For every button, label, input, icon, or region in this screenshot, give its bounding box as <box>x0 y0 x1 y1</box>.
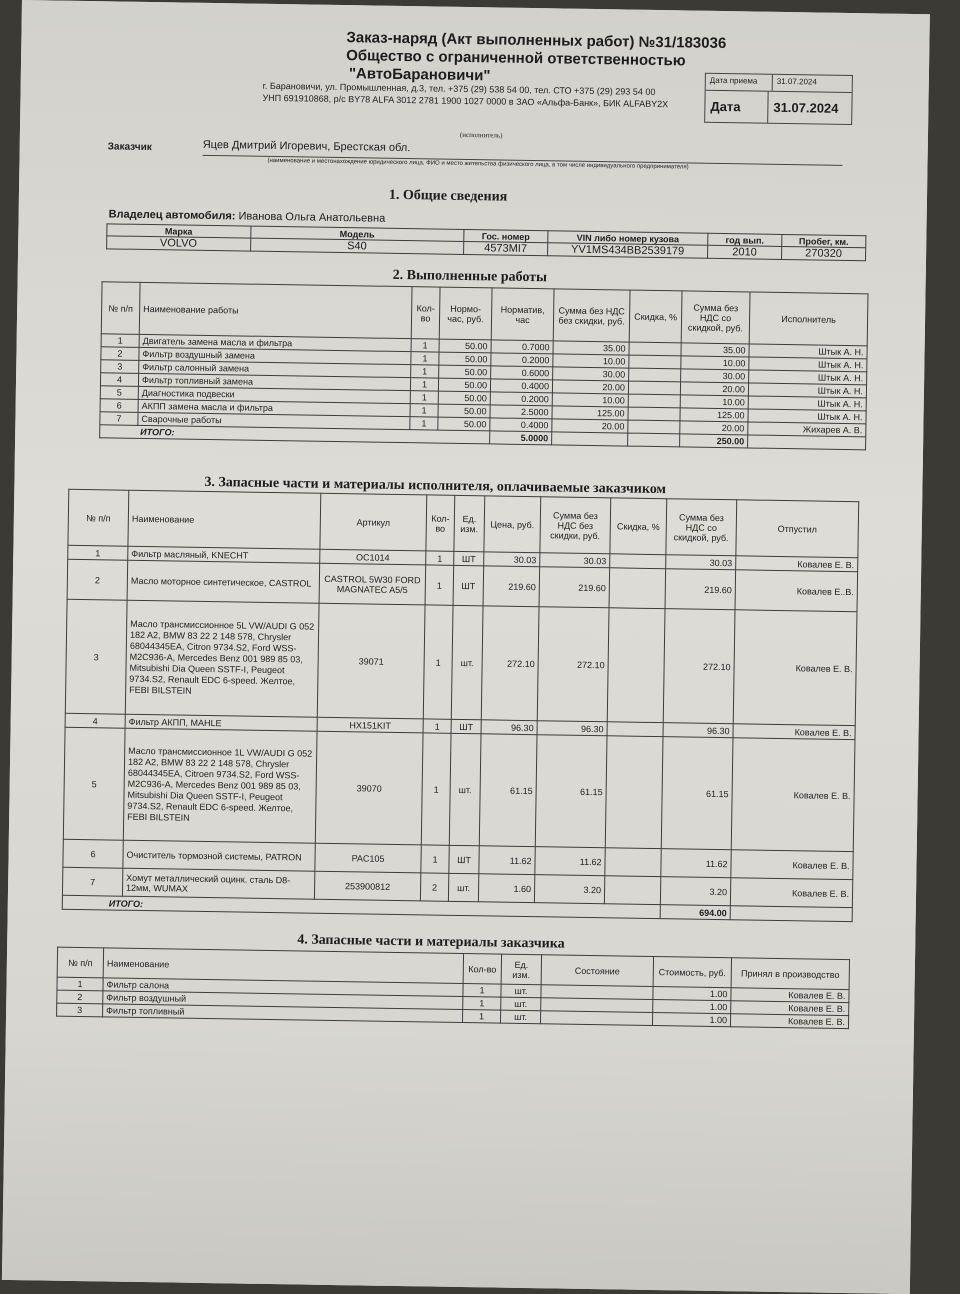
cell: Ковалев Е. В. <box>731 1001 849 1016</box>
cell: PAC105 <box>315 843 421 873</box>
owner-value: Иванова Ольга Анатольевна <box>238 210 386 225</box>
cell: OC1014 <box>320 549 426 565</box>
vehicle-header: Модель <box>250 226 463 241</box>
cell: 61.15 <box>535 735 607 848</box>
cell: 35.00 <box>681 343 749 357</box>
cell: 1 <box>423 605 453 719</box>
cell: 50.00 <box>438 404 490 418</box>
cell: 219.60 <box>539 567 610 608</box>
cell: 1 <box>421 733 451 845</box>
cell: 0.6000 <box>491 366 553 380</box>
cell: 1 <box>426 551 454 565</box>
cell: 272.10 <box>663 609 735 724</box>
cell: Ковалев Е. В. <box>730 1014 848 1029</box>
cell: 1 <box>423 719 451 733</box>
works-header: Норматив, час <box>491 288 554 341</box>
cell: 1 <box>463 997 501 1011</box>
total-sum: 694.00 <box>660 905 730 920</box>
cell <box>628 381 680 395</box>
cell: 35.00 <box>553 341 629 355</box>
parts-header: Цена, руб. <box>484 496 541 553</box>
customer-parts-header: Состояние <box>541 955 653 987</box>
parts-header: Отпустил <box>736 500 859 558</box>
cell: 61.15 <box>661 737 733 850</box>
cell: Ковалев Е. В. <box>731 850 853 880</box>
cell: 1 <box>410 378 438 391</box>
cell: 125.00 <box>552 406 628 420</box>
cell: 30.03 <box>540 553 610 568</box>
cell: 219.60 <box>483 566 540 607</box>
customer-parts-header: Принял в производство <box>731 958 849 990</box>
cell: Сварочные работы <box>138 412 410 429</box>
cell: Фильтр АКПП, MAHLE <box>125 714 317 731</box>
cell: 1.00 <box>652 1013 730 1027</box>
cell: 11.62 <box>661 849 731 878</box>
cell: шт. <box>500 1010 540 1024</box>
cell: Ковалев Е..В. <box>735 570 858 612</box>
vehicle-vin: YV1MS434BB2539179 <box>548 243 708 259</box>
cell: ШТ <box>454 551 484 565</box>
cell: 3.20 <box>660 877 730 906</box>
cell: 96.30 <box>663 723 733 738</box>
cell: Жихарев А. В. <box>748 422 866 437</box>
cell: Штык А. Н. <box>749 370 867 385</box>
customer-block <box>107 138 838 171</box>
cell: Ковалев Е. В. <box>733 610 857 726</box>
cell: 125.00 <box>680 408 748 422</box>
cell: 20.00 <box>680 382 748 396</box>
cell: Ковалев Е. В. <box>733 724 855 740</box>
cell: Штык А. Н. <box>748 383 866 398</box>
cell: Штык А. Н. <box>748 396 866 411</box>
cell: 0.7000 <box>491 340 553 354</box>
accept-date-label: Дата приема <box>706 74 773 91</box>
cell: 1 <box>101 334 139 348</box>
cell: 2 <box>67 559 128 600</box>
cell: 4 <box>100 373 138 387</box>
vehicle-header: Марка <box>107 224 251 238</box>
cell: шт. <box>448 873 478 901</box>
cell: 272.10 <box>481 606 539 721</box>
cell: 30.00 <box>681 369 749 383</box>
cell: 61.15 <box>479 734 537 847</box>
cell: 1 <box>421 845 449 873</box>
cell: 1.00 <box>653 987 731 1001</box>
vehicle-header: VIN либо номер кузова <box>548 231 708 246</box>
cell: Очиститель тормозной системы, PATRON <box>123 840 315 871</box>
cell: 50.00 <box>439 365 491 379</box>
cell: 50.00 <box>439 352 491 366</box>
cell: 96.30 <box>537 721 607 736</box>
cell: 219.60 <box>665 569 736 610</box>
cell: Фильтр топливный замена <box>138 373 410 390</box>
vehicle-make: VOLVO <box>107 236 251 251</box>
cell: ШТ <box>453 565 484 605</box>
cell: 50.00 <box>438 391 490 405</box>
vehicle-table <box>106 223 866 261</box>
vehicle-model: S40 <box>250 238 464 254</box>
cell: Диагностика подвески <box>138 386 410 403</box>
cell: Двигатель замена масла и фильтра <box>139 334 411 351</box>
cell <box>605 848 661 877</box>
cell <box>609 568 666 609</box>
cell: 1 <box>425 565 454 605</box>
cell <box>629 342 681 356</box>
cell: 1 <box>68 545 128 560</box>
vehicle-header: Пробег, км. <box>782 234 866 247</box>
cell: 1 <box>410 391 438 404</box>
cell: 0.4000 <box>490 379 552 393</box>
cell: 1 <box>463 984 501 998</box>
vehicle-header: Гос. номер <box>464 229 548 242</box>
works-header: Скидка, % <box>629 290 682 343</box>
cell: HX151KIT <box>317 717 423 733</box>
cell: шт. <box>451 605 483 719</box>
cell: Фильтр масляный, KNECHT <box>128 546 320 563</box>
cell: 7 <box>100 412 138 426</box>
parts-header: Наименование <box>128 490 321 549</box>
cell: Ковалев Е. В. <box>730 878 852 908</box>
vehicle-year: 2010 <box>708 245 782 259</box>
customer-parts-table <box>56 947 850 1029</box>
cell: CASTROL 5W30 FORD MAGNATEC A5/5 <box>319 563 426 605</box>
customer-parts-header: № п/п <box>57 947 103 978</box>
total-sum: 250.00 <box>680 434 748 448</box>
section2-title: 2. Выполненные работы <box>392 267 548 286</box>
works-header: Сумма без НДС со скидкой, руб. <box>681 291 750 344</box>
cell: 6 <box>100 399 138 413</box>
cell: 3 <box>65 599 127 714</box>
customer-parts-header: Кол-во <box>463 954 501 985</box>
document-page <box>2 0 930 1294</box>
total-label: ИТОГО: <box>100 425 490 444</box>
section3-title: 3. Запасные части и материалы исполнителя, оплачиваемые заказчиком <box>204 474 667 498</box>
cell: 1 <box>411 365 439 378</box>
parts-header: Ед. изм. <box>454 495 485 551</box>
cell <box>629 355 681 369</box>
cell: 1 <box>462 1010 500 1024</box>
cell: Ковалев Е. В. <box>731 738 855 852</box>
cell: АКПП замена масла и фильтра <box>138 399 410 416</box>
customer-parts-header: Стоимость, руб. <box>653 957 731 988</box>
cell: ШТ <box>451 719 481 733</box>
total-label: ИТОГО: <box>62 895 660 918</box>
works-header: № п/п <box>101 282 140 335</box>
cell: Фильтр салона <box>103 978 463 997</box>
cell: Масло трансмиссионное 5L VW/AUDI G 052 182 A2, BMW 83 22 2 148 578, Chrysler 68044345EA, Citron 9734.S2, Ford WSS-M2C936-A, Mercedes Benz 001 989 85 03, Mitsubishi Dia Queen SSTF-I, Peugeot 9734.S2, Renault EDC 6-speed. Желтое, FEBI BILSTEIN <box>125 600 319 717</box>
cell <box>610 554 666 569</box>
cell: 50.00 <box>438 417 490 431</box>
cell: 10.00 <box>552 393 628 407</box>
vehicle-mileage: 270320 <box>781 246 865 260</box>
company-address: г. Барановичи, ул. Промышленная, д.3, тел. +375 (29) 538 54 00, тел. СТО +375 (29) 293 54 00 <box>262 80 656 97</box>
works-header: Наименование работы <box>139 282 412 338</box>
cell <box>628 407 680 421</box>
cell <box>628 394 680 408</box>
cell: 1 <box>411 339 439 352</box>
table-row <box>63 727 855 851</box>
cell <box>628 420 680 434</box>
cell: 2.5000 <box>490 405 552 419</box>
cell: 50.00 <box>439 339 491 353</box>
parts-header: Сумма без НДС со скидкой, руб. <box>666 499 737 556</box>
parts-header: Артикул <box>320 493 427 551</box>
customer-value: Яцев Дмитрий Игоревич, Брестская обл. <box>202 138 411 155</box>
cell: 1.60 <box>478 874 534 903</box>
owner-line <box>109 208 386 224</box>
order-number-title: Заказ-наряд (Акт выполненных работ) №31/183036 <box>346 29 727 53</box>
works-header: Сумма без НДС без скидки, руб. <box>553 289 630 342</box>
cell: 0.2000 <box>491 353 553 367</box>
cell: 20.00 <box>680 421 748 435</box>
company-name: "АвтоБарановичи" <box>348 65 491 85</box>
cell: 20.00 <box>552 419 628 433</box>
cell: 7 <box>62 867 122 896</box>
cell: 6 <box>63 839 123 868</box>
cell: 11.62 <box>535 847 605 876</box>
works-table <box>99 281 868 450</box>
cell: 30.00 <box>553 367 629 381</box>
parts-header: № п/п <box>68 489 129 546</box>
section4-title: 4. Запасные части и материалы заказчика <box>297 932 565 952</box>
customer-caption: (наименование и местонахождение юридического лица, ФИО и место жительства физического лица, в том числе индивидуального предпринимателя) <box>267 157 689 171</box>
cell: 10.00 <box>553 354 629 368</box>
cell: Штык А. Н. <box>749 357 867 372</box>
cell: Фильтр салонный замена <box>139 360 411 377</box>
parts-table <box>62 489 860 922</box>
company-form: Общество с ограниченной ответственностью <box>346 47 686 70</box>
cell <box>607 608 665 723</box>
cell: Штык А. Н. <box>748 409 866 424</box>
cell: Фильтр топливный <box>103 1004 463 1023</box>
cell: Ковалев Е. В. <box>731 988 849 1003</box>
customer-parts-header: Наименование <box>103 948 463 984</box>
cell <box>629 368 681 382</box>
cell: Фильтр воздушный замена <box>139 347 411 364</box>
works-header: Исполнитель <box>749 292 868 346</box>
date-value: 31.07.2024 <box>773 99 839 116</box>
cell: 39071 <box>317 603 425 719</box>
cell: Масло трансмиссионное 1L VW/AUDI G 052 182 A2, BMW 83 22 2 148 578, Chrysler 68044345EA, Citroen 9734.S2, Ford WSS-M2C936-A, Mercedes Benz 001 989 85 03, Mitsubishi Dia Queen SSTF-I, Peugeot 9734.S2, Renault EDC 6-speed. Желтое, FEBI BILSTEIN <box>123 728 317 843</box>
cell: Штык А. Н. <box>749 344 867 359</box>
vehicle-header: год вып. <box>708 233 782 246</box>
date-box <box>704 73 853 125</box>
customer-label: Заказчик <box>107 141 152 154</box>
cell: 0.4000 <box>490 418 552 432</box>
parts-header: Кол-во <box>426 495 455 551</box>
cell: 39070 <box>315 731 423 845</box>
executor-caption: (исполнитель) <box>459 130 503 140</box>
parts-header: Сумма без НДС без скидки, руб. <box>540 497 611 554</box>
cell: шт. <box>501 984 541 998</box>
cell: 253900812 <box>314 871 420 901</box>
cell: 3.20 <box>534 875 604 904</box>
cell: 20.00 <box>552 380 628 394</box>
cell: Ковалев Е. В. <box>736 556 858 572</box>
cell: 1 <box>57 977 103 991</box>
cell: Фильтр воздушный <box>103 991 463 1010</box>
cell: 2 <box>101 347 139 361</box>
customer-parts-header: Ед. изм. <box>501 954 541 985</box>
accept-date-value: 31.07.2024 <box>776 76 817 87</box>
owner-label: Владелец автомобиля: <box>108 208 236 223</box>
cell: 1 <box>410 404 438 417</box>
cell: 96.30 <box>481 720 537 735</box>
cell: 3 <box>57 1003 103 1017</box>
cell: 1 <box>410 417 438 430</box>
cell: 3 <box>101 360 139 374</box>
cell: Хомут металлический оцинк. сталь D8-12мм, WUMAX <box>122 868 314 899</box>
document-title <box>346 29 727 89</box>
cell: 272.10 <box>537 607 609 722</box>
cell: 11.62 <box>479 846 535 875</box>
cell: 5 <box>63 727 125 840</box>
cell: 30.03 <box>666 555 736 570</box>
cell <box>604 876 660 905</box>
cell: 0.2000 <box>490 392 552 406</box>
cell: 30.03 <box>484 552 540 567</box>
cell: шт. <box>501 997 541 1011</box>
cell <box>605 736 663 849</box>
cell: 50.00 <box>438 378 490 392</box>
vehicle-plate: 4573MI7 <box>463 241 547 255</box>
cell: 4 <box>65 713 125 728</box>
parts-header: Скидка, % <box>610 498 667 555</box>
cell: ШТ <box>449 845 479 873</box>
section1-title: 1. Общие сведения <box>388 187 508 205</box>
table-row <box>65 599 857 725</box>
cell: шт. <box>449 733 481 845</box>
cell: 1.00 <box>653 1000 731 1014</box>
cell: 10.00 <box>681 356 749 370</box>
cell: 10.00 <box>680 395 748 409</box>
works-header: Нормо-час, руб. <box>439 287 492 340</box>
cell <box>540 1011 652 1026</box>
cell: 1 <box>411 352 439 365</box>
works-header: Кол-во <box>411 287 440 339</box>
company-bank: УНП 691910868, р/с BY78 ALFA 3012 2781 1900 1027 0000 в ЗАО «Альфа-Банк», БИК ALFABY2X <box>262 92 669 110</box>
cell: 2 <box>57 990 103 1004</box>
cell: 2 <box>420 873 448 901</box>
total-hours: 5.0000 <box>490 431 552 445</box>
cell <box>607 722 663 737</box>
date-label: Дата <box>705 91 768 123</box>
cell: 5 <box>100 386 138 400</box>
cell: Масло моторное синтетическое, CASTROL <box>127 560 320 603</box>
